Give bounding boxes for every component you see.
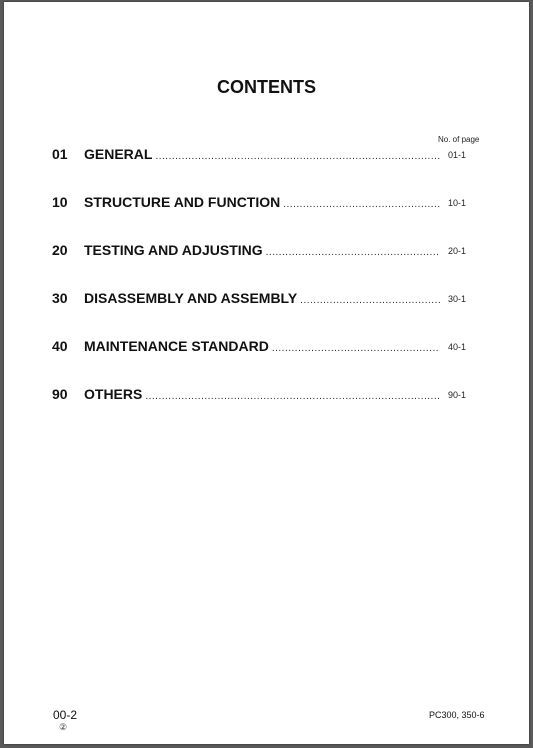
toc-entry-testing-and-adjusting[interactable]	[52, 240, 492, 260]
toc-entry-number: 20	[52, 242, 68, 258]
toc-entry-label: TESTING AND ADJUSTING	[84, 242, 263, 258]
dot-leader	[272, 343, 440, 354]
toc-entry-label: DISASSEMBLY AND ASSEMBLY	[84, 290, 298, 306]
footer-page-number: 00-2	[53, 708, 78, 722]
toc-entry-number: 01	[52, 146, 68, 162]
toc-entry-general[interactable]	[52, 144, 492, 164]
toc-entry-label: OTHERS	[84, 386, 143, 402]
toc-entry-label: MAINTENANCE STANDARD	[84, 338, 269, 354]
dot-leader	[300, 295, 440, 306]
toc-entry-page: 20-1	[448, 246, 467, 256]
dot-leader	[145, 391, 440, 402]
toc-entry-disassembly-and-assembly[interactable]	[52, 288, 492, 308]
footer-model: PC300, 350-6	[429, 710, 485, 720]
toc-entry-page: 40-1	[448, 342, 467, 352]
toc-entry-number: 30	[52, 290, 68, 306]
toc-entry-label: STRUCTURE AND FUNCTION	[84, 194, 281, 210]
toc-entry-others[interactable]	[52, 384, 492, 404]
page-title: CONTENTS	[217, 77, 316, 97]
dot-leader	[266, 247, 440, 258]
toc-entry-number: 40	[52, 338, 68, 354]
document-page	[4, 2, 529, 744]
toc-entry-number: 10	[52, 194, 68, 210]
toc-entry-number: 90	[52, 386, 68, 402]
toc-entry-page: 01-1	[448, 150, 467, 160]
footer-revision-mark: ②	[59, 722, 68, 732]
toc-entry-structure-and-function[interactable]	[52, 192, 492, 212]
dot-leader	[155, 151, 440, 162]
toc-entry-page: 90-1	[448, 390, 467, 400]
toc-entry-page: 10-1	[448, 198, 467, 208]
toc-entry-label: GENERAL	[84, 146, 153, 162]
toc-entry-page: 30-1	[448, 294, 467, 304]
toc-entry-maintenance-standard[interactable]	[52, 336, 492, 356]
page-column-label: No. of page	[438, 135, 480, 144]
dot-leader	[283, 199, 440, 210]
